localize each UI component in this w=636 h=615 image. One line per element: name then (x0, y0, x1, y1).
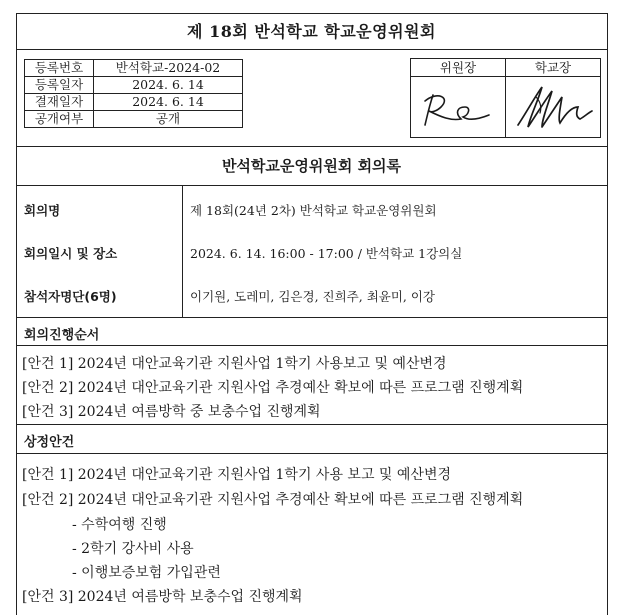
meeting-name-value: 제 18회(24년 2차) 반석학교 학교운영위원회 (190, 203, 437, 218)
table-row (25, 94, 243, 111)
meeting-name-label: 회의명 (24, 203, 61, 218)
table-row (25, 60, 243, 77)
agenda-item: [안건 2] 2024년 대안교육기관 지원사업 추경예산 확보에 따른 프로그램 진행계획 (22, 380, 524, 396)
table-row (25, 77, 243, 94)
chair-signature (411, 77, 505, 137)
proposal-subitem: - 2학기 강사비 사용 (72, 541, 194, 557)
chair-label: 위원장 (411, 59, 505, 77)
reg-label: 공개여부 (25, 111, 94, 128)
proposals-heading: 상정안건 (24, 435, 75, 450)
reg-value: 2024. 6. 14 (94, 77, 243, 94)
agenda-item: [안건 1] 2024년 대안교육기관 지원사업 1학기 사용보고 및 예산변경 (22, 356, 447, 372)
divider (16, 317, 607, 318)
attendees-value: 이기원, 도레미, 김은경, 진희주, 최윤미, 이강 (190, 289, 436, 304)
proposal-subitem: - 이행보증보험 가입관련 (72, 565, 221, 581)
registration-table (24, 59, 243, 128)
table-row (25, 111, 243, 128)
principal-signature (506, 77, 600, 137)
minutes-title: 반석학교운영위원회 회의록 (221, 157, 402, 175)
divider (16, 424, 607, 425)
divider (16, 345, 607, 346)
reg-value: 2024. 6. 14 (94, 94, 243, 111)
agenda-order-heading: 회의진행순서 (24, 328, 100, 343)
divider (16, 185, 607, 186)
reg-value: 반석학교-2024-02 (94, 60, 243, 77)
reg-label: 결재일자 (25, 94, 94, 111)
principal-label: 학교장 (506, 59, 600, 77)
agenda-item: [안건 3] 2024년 여름방학 중 보충수업 진행계획 (22, 404, 321, 420)
reg-value: 공개 (94, 111, 243, 128)
meeting-datetime-value: 2024. 6. 14. 16:00 - 17:00 / 반석학교 1강의실 (190, 246, 463, 261)
proposal-item: [안건 2] 2024년 대안교육기관 지원사업 추경예산 확보에 따른 프로그램 진행계획 (22, 492, 524, 508)
document-title: 제 18회 반석학교 학교운영위원회 (187, 22, 436, 41)
proposal-subitem: - 수학여행 진행 (72, 517, 167, 533)
reg-label: 등록번호 (25, 60, 94, 77)
principal-signature-cell (506, 59, 600, 137)
approval-box (410, 58, 601, 138)
attendees-label: 참석자명단(6명) (24, 289, 117, 304)
chair-signature-cell (411, 59, 506, 137)
meeting-datetime-label: 회의일시 및 장소 (24, 246, 118, 261)
proposal-item: [안건 3] 2024년 여름방학 보충수업 진행계획 (22, 589, 303, 605)
reg-label: 등록일자 (25, 77, 94, 94)
column-divider (182, 185, 183, 317)
proposal-item: [안건 1] 2024년 대안교육기관 지원사업 1학기 사용 보고 및 예산변경 (22, 467, 451, 483)
divider (16, 453, 607, 454)
divider (16, 49, 607, 50)
